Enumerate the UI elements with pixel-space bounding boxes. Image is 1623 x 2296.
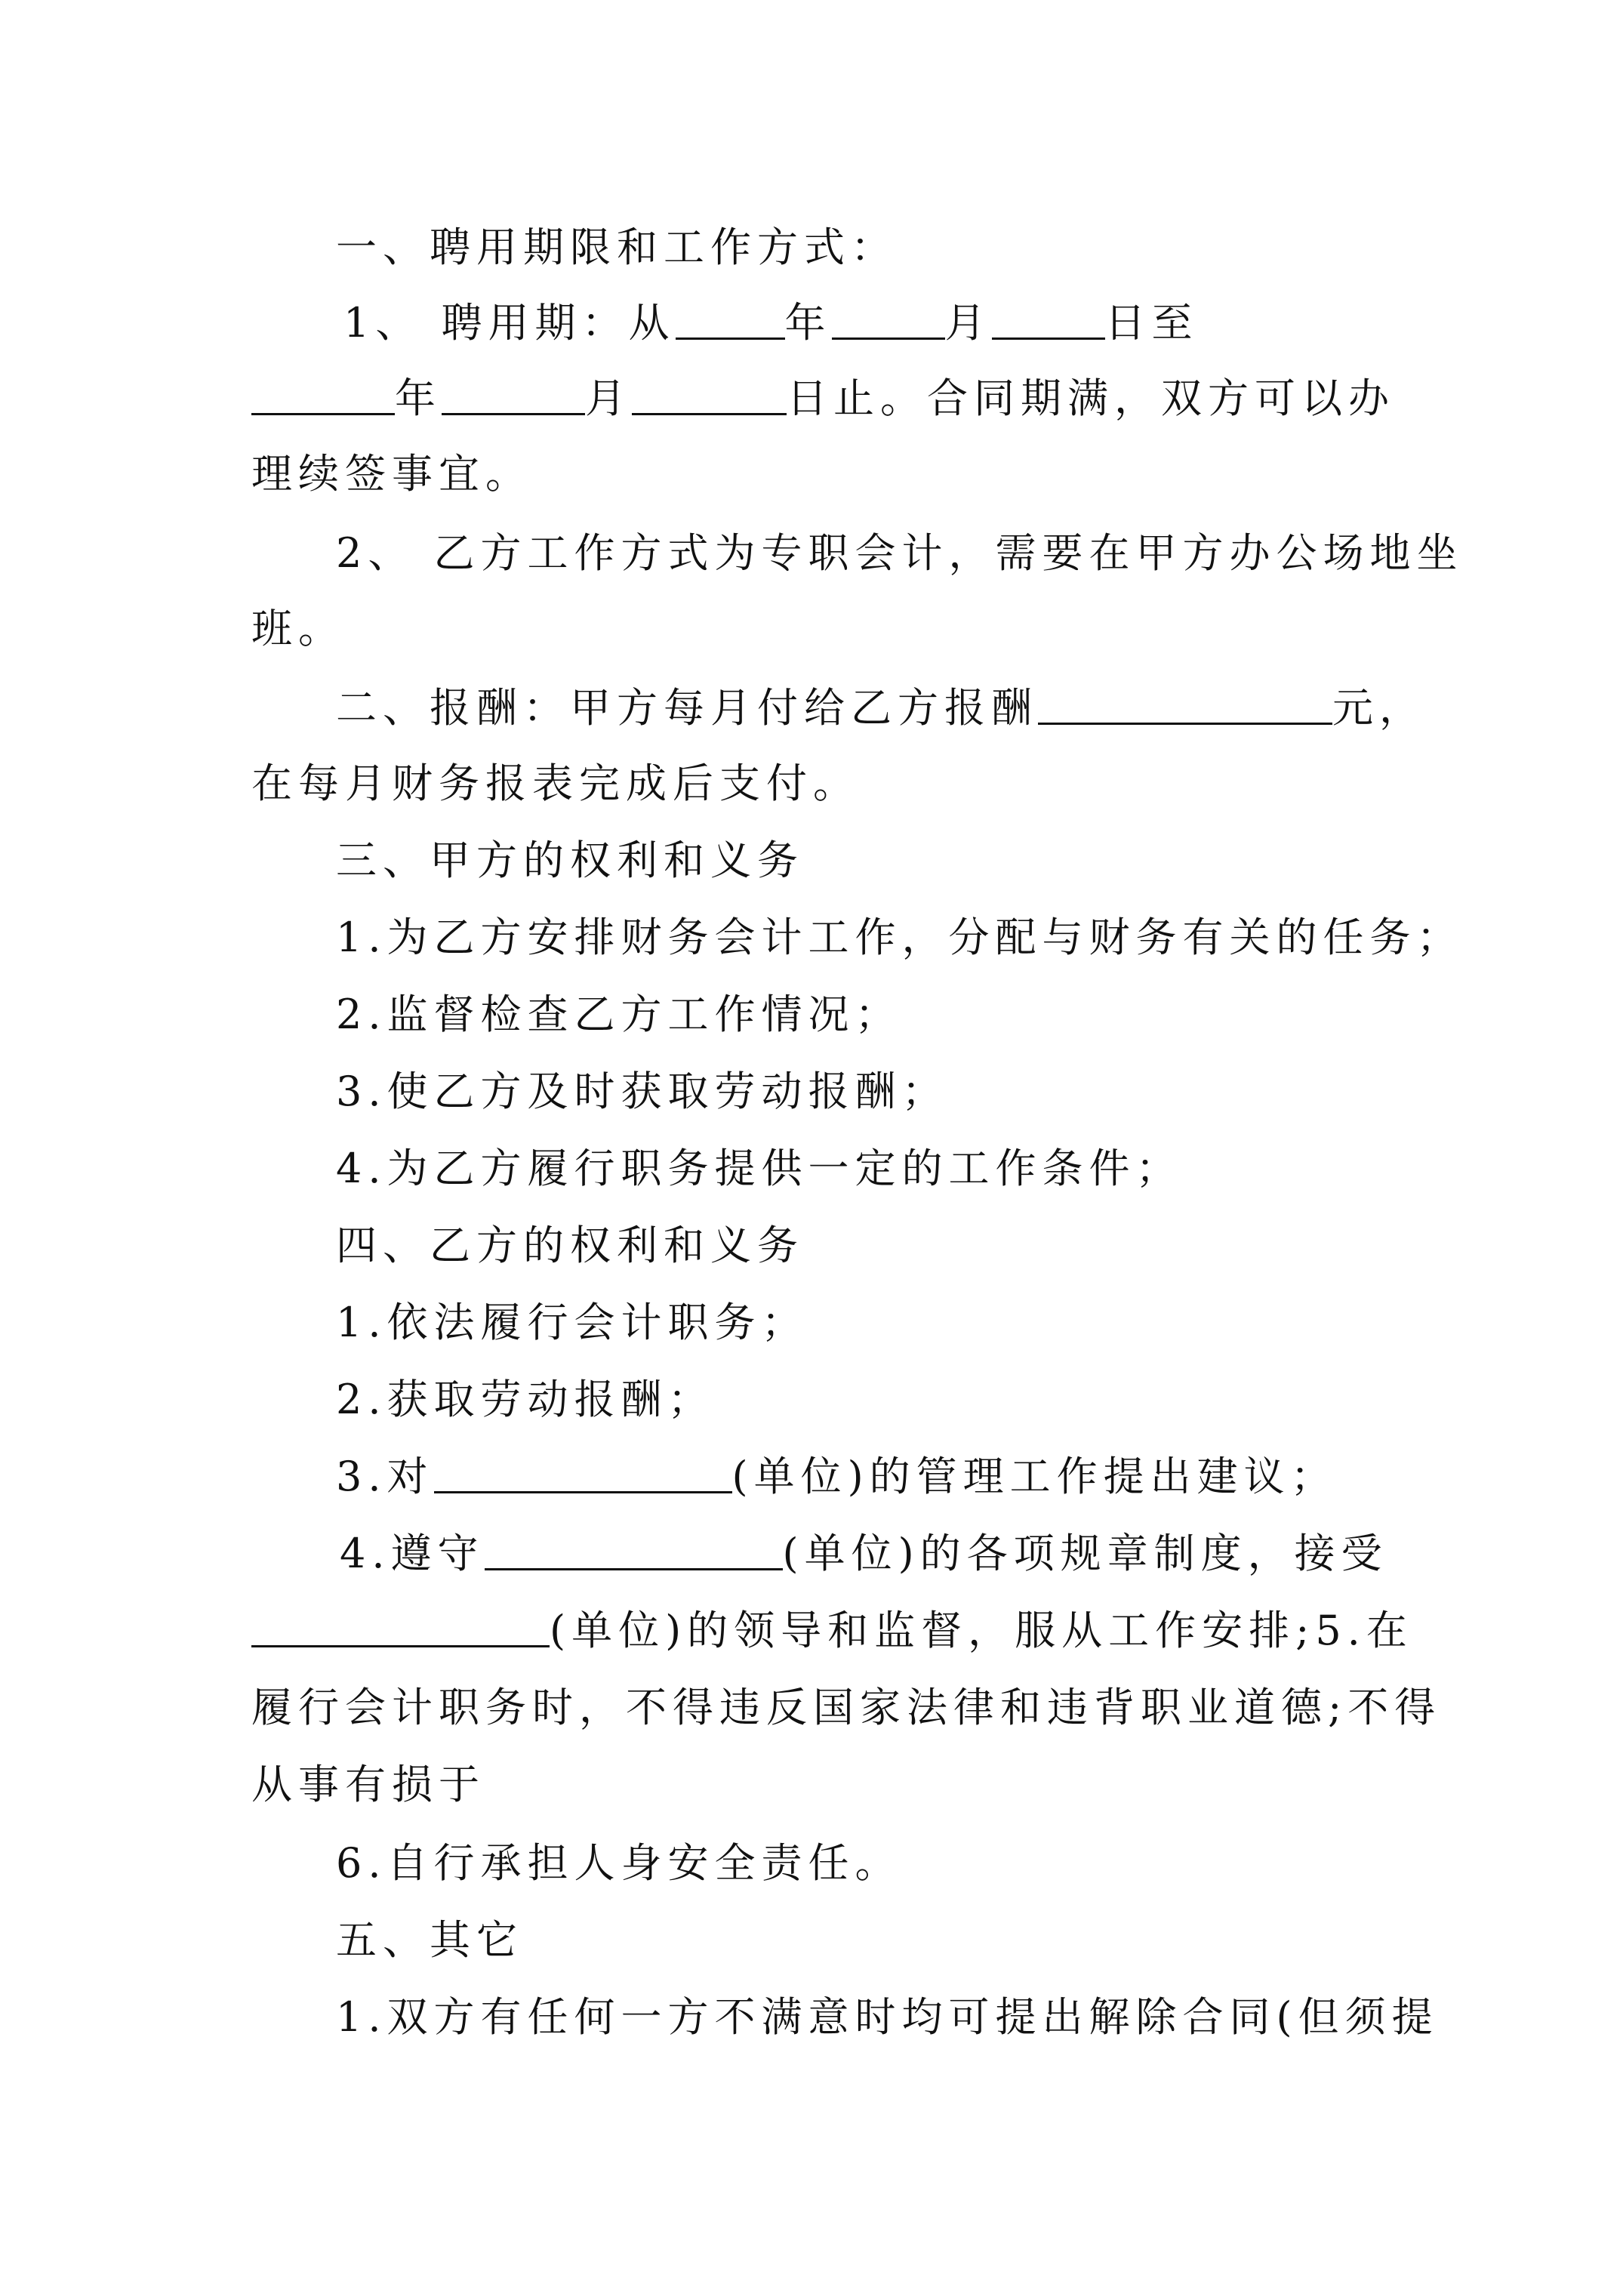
blank-field (992, 303, 1105, 340)
section-4-item-1: 1.依法履行会计职务； (336, 1299, 808, 1346)
section-1-item-1-line-2 (251, 361, 1623, 436)
section-1-item-1-line-1 (343, 285, 1623, 361)
item-text: 年 (395, 374, 442, 422)
item-text: 二、报酬：甲方每月付给乙方报酬 (336, 684, 1038, 732)
section-1-title: 一、聘用期限和工作方式： (336, 223, 898, 271)
blank-field (1038, 688, 1332, 725)
section-3-item-4: 4.为乙方履行职务提供一定的工作条件； (336, 1145, 1183, 1192)
item-text: (单位)的领导和监督，服从工作安排;5.在 (550, 1607, 1413, 1654)
section-1-item-1-line-3: 理续签事宜。 (251, 450, 532, 498)
item-text: 日至 (1104, 299, 1199, 347)
item-text: (单位)的管理工作提出建议； (731, 1453, 1338, 1500)
blank-field (485, 1533, 783, 1570)
section-2-line-2: 在每月财务报表完成后支付。 (251, 760, 860, 807)
section-4-item-4-line-2 (251, 1593, 1623, 1669)
item-text: 月 (585, 374, 632, 422)
blank-field (676, 303, 785, 340)
section-3-item-1: 1.为乙方安排财务会计工作，分配与财务有关的任务； (336, 914, 1464, 961)
item-text: 日止。合同期满，双方可以办 (787, 374, 1395, 422)
section-3-title: 三、甲方的权利和义务 (336, 837, 804, 884)
section-4-title: 四、乙方的权利和义务 (336, 1222, 804, 1269)
section-4-item-4-line-1 (340, 1516, 1623, 1592)
section-5-title: 五、其它 (336, 1916, 523, 1964)
section-4-item-5-line-1: 履行会计职务时，不得违反国家法律和违背职业道德;不得 (251, 1684, 1442, 1731)
blank-field (442, 378, 585, 415)
item-text: 年 (784, 299, 832, 347)
blank-field (251, 378, 395, 415)
section-4-item-6: 6.自行承担人身安全责任。 (336, 1839, 902, 1887)
blank-field (434, 1456, 732, 1493)
item-text: 元， (1332, 684, 1426, 732)
section-1-item-2-line-1: 2、 乙方工作方式为专职会计，需要在甲方办公场地坐 (336, 529, 1464, 577)
section-1-item-2-line-2: 班。 (251, 605, 345, 652)
section-2-line-1 (336, 670, 1623, 746)
blank-field (632, 378, 787, 415)
item-text: (单位)的各项规章制度，接受 (782, 1530, 1388, 1577)
section-4-item-3 (336, 1439, 1623, 1515)
item-text: 3.对 (336, 1453, 434, 1500)
item-text: 1、 聘用期：从 (343, 299, 676, 347)
item-text: 4.遵守 (340, 1530, 485, 1577)
section-3-item-2: 2.监督检查乙方工作情况； (336, 991, 902, 1038)
item-text: 月 (944, 299, 992, 347)
section-5-item-1: 1.双方有任何一方不满意时均可提出解除合同(但须提 (336, 1993, 1439, 2041)
blank-field (251, 1610, 550, 1647)
section-3-item-3: 3.使乙方及时获取劳动报酬； (336, 1068, 949, 1115)
blank-field (832, 303, 945, 340)
section-4-item-2: 2.获取劳动报酬； (336, 1376, 715, 1423)
section-4-item-5-line-2: 从事有损于 (251, 1761, 485, 1808)
